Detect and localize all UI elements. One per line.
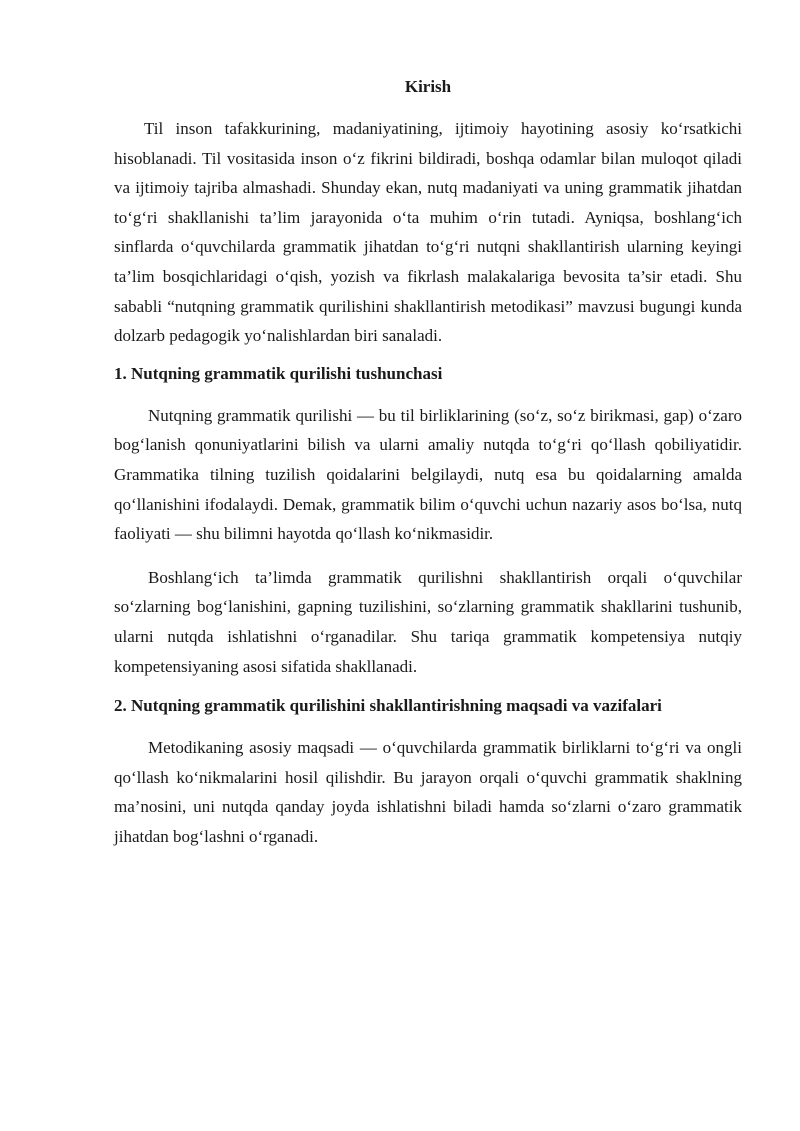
section-heading-1: 1. Nutqning grammatik qurilishi tushunchasi [114, 363, 443, 383]
section-2-paragraph-1: Metodikaning asosiy maqsadi — o‘quvchilarda grammatik birliklarni to‘g‘ri va ongli qo‘llash ko‘nikmalarini hosil qilishdir. Bu jarayon orqali o‘quvchi grammatik shaklning ma’nosini, uni nutqda qanday joyda ishlatishni biladi hamda so‘zlarni o‘zaro grammatik jihatdan bog‘lashni o‘rganadi. [114, 738, 742, 846]
document-page [114, 74, 742, 851]
section-1-paragraph-2: Boshlang‘ich ta’limda grammatik qurilishni shakllantirish orqali o‘quvchilar so‘zlarning bog‘lanishini, gapning tuzilishini, so‘zlarning grammatik shakllarini tushunib, ularni nutqda ishlatishni o‘rganadilar. Shu tariqa grammatik kompetensiya nutqiy kompetensiyaning asosi sifatida shakllanadi. [114, 567, 742, 676]
section-1-paragraph-1: Nutqning grammatik qurilishi — bu til birliklarining (so‘z, so‘z birikmasi, gap) o‘zaro bog‘lanish qonuniyatlarini bilish va ularni amaliy nutqda to‘g‘ri qo‘llash qobiliyatidir. Grammatika tilning tuzilish qoidalarini belgilaydi, nutq esa bu qoidalarning amalda qo‘llanishini ifodalaydi. Demak, grammatik bilim o‘quvchi uchun nazariy asos bo‘lsa, nutq faoliyati — shu bilimni hayotda qo‘llash ko‘nikmasidir. [114, 405, 742, 544]
intro-paragraph: Til inson tafakkurining, madaniyatining, ijtimoiy hayotining asosiy ko‘rsatkichi hisoblanadi. Til vositasida inson o‘z fikrini bildiradi, boshqa odamlar bilan muloqot qiladi va ijtimoiy tajriba almashadi. Shunday ekan, nutq madaniyati va uning grammatik jihatdan to‘g‘ri shakllanishi ta’lim jarayonida o‘ta muhim o‘rin tutadi. Ayniqsa, boshlang‘ich sinflarda o‘quvchilarda grammatik jihatdan to‘g‘ri nutqni shakllantirish ularning keyingi ta’lim bosqichlaridagi o‘qish, yozish va fikrlash malakalariga bevosita ta’sir etadi. Shu sababli “nutqning grammatik qurilishini shakllantirish metodikasi” mavzusi bugungi kunda dolzarb pedagogik yo‘nalishlardan biri sanaladi. [114, 119, 742, 346]
document-title: Kirish [404, 77, 452, 96]
section-heading-2: 2. Nutqning grammatik qurilishini shakllantirishning maqsadi va vazifalari [114, 696, 662, 716]
